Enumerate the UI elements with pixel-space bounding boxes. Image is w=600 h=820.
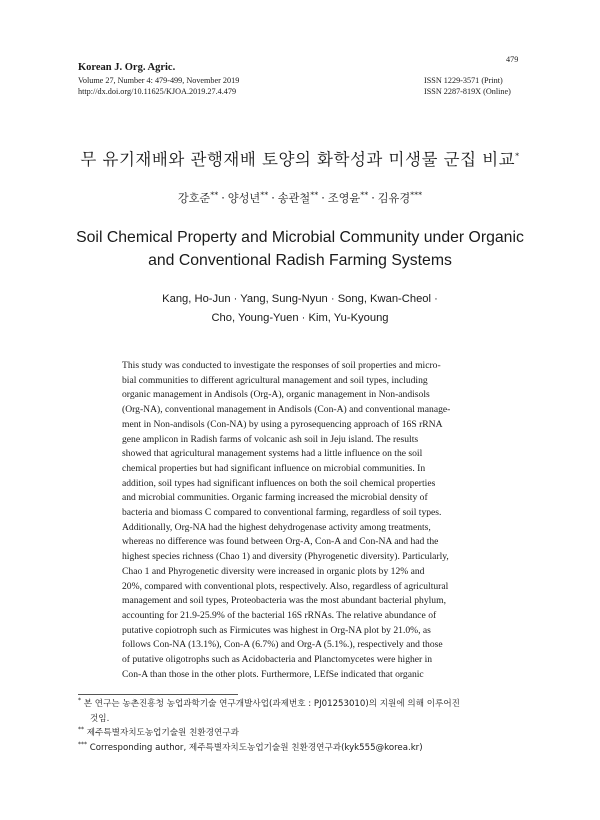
abstract-line: follows Con-NA (13.1%), Con-A (6.7%) and Org-A (5.1%.), respectively and those xyxy=(122,639,443,651)
footnote-corresponding xyxy=(78,741,538,756)
doi-link[interactable]: http://dx.doi.org/10.11625/KJOA.2019.27.4.479 xyxy=(78,86,237,96)
footnote-funding xyxy=(78,697,538,712)
footnote-text: 제주특별자치도농업기술원 친환경연구과 xyxy=(86,728,239,738)
abstract-line: management and soil types, Proteobacteria was the most abundant bacterial phylum, xyxy=(122,595,446,607)
abstract-line: chemical properties but had significant influence on microbial communities. In xyxy=(122,462,426,474)
korean-author: 강호준** xyxy=(177,190,219,205)
journal-name: Korean J. Org. Agric. xyxy=(78,62,176,73)
abstract-line: organic management in Andisols (Org-A), organic management in Non-andisols xyxy=(122,389,430,401)
footnote-mark: * xyxy=(78,697,81,705)
korean-authors xyxy=(0,190,600,206)
abstract-line: of putative oligotrophs such as Acidobacteria and Planctomycetes were higher in xyxy=(122,654,433,666)
footnote-divider xyxy=(78,694,238,695)
english-title xyxy=(0,226,600,272)
abstract-line: bacteria and biomass C compared to conventional farming, regardless of soil types. xyxy=(122,507,442,519)
issn-info xyxy=(424,76,511,97)
english-authors xyxy=(0,290,600,327)
abstract-line: ment in Non-andisols (Con-NA) by using a pyrosequencing approach of 16S rRNA xyxy=(122,418,443,430)
abstract-line: accounting for 21.9-25.9% of the bacterial 16S rRNAs. The relative abundance of xyxy=(122,609,437,621)
issn-print: ISSN 1229-3571 (Print) xyxy=(424,76,503,85)
abstract-line: whereas no difference was found between Org-A, Con-A and Con-NA and had the xyxy=(122,536,439,548)
abstract-line: This study was conducted to investigate the responses of soil properties and micro- xyxy=(122,360,441,371)
footnote-text: 본 연구는 농촌진흥청 농업과학기술 연구개발사업(과제번호 : PJ01253010)의 지원에 의해 이루어진 xyxy=(83,699,460,709)
abstract-line: Chao 1 and Phyrogenetic diversity were increased in organic plots by 12% and xyxy=(122,565,425,577)
abstract-line: Con-A than those in the other plots. Furthermore, LEfSe indicated that organic xyxy=(122,668,424,680)
abstract-line: (Org-NA), conventional management in Andisols (Con-A) and conventional manage- xyxy=(122,404,451,416)
korean-title xyxy=(0,146,600,170)
footnotes xyxy=(78,697,538,755)
author-separator: · xyxy=(371,192,375,205)
author-separator: · xyxy=(271,192,275,205)
abstract-line: and microbial communities. Organic farming increased the microbial density of xyxy=(122,492,428,504)
page-number: 479 xyxy=(506,55,519,64)
volume-line: Volume 27, Number 4: 479-499, November 2019 xyxy=(78,76,240,85)
english-title-line: Soil Chemical Property and Microbial Community under Organic xyxy=(76,229,524,246)
issue-info xyxy=(78,76,239,97)
english-authors-line: Kang, Ho-Jun · Yang, Sung-Nyun · Song, Kwan-Cheol · xyxy=(162,293,438,305)
issn-online: ISSN 2287-819X (Online) xyxy=(424,86,511,96)
footnote-text: Corresponding author, 제주특별자치도농업기술원 친환경연구과(kyk555@korea.kr) xyxy=(89,742,423,753)
abstract xyxy=(122,359,480,682)
english-authors-line: Cho, Young-Yuen · Kim, Yu-Kyoung xyxy=(211,311,389,324)
english-title-line: and Conventional Radish Farming Systems xyxy=(148,252,452,269)
korean-author: 송관철** xyxy=(277,190,319,205)
author-separator: · xyxy=(221,192,225,205)
footnote-affiliation xyxy=(78,726,538,741)
footnote-mark: *** xyxy=(78,740,87,748)
korean-author: 양성년** xyxy=(227,190,269,205)
abstract-line: 20%, compared with conventional plots, respectively. Also, regardless of agricultural xyxy=(122,580,449,592)
abstract-line: gene amplicon in Radish farms of volcanic ash soil in Jeju island. The results xyxy=(122,433,419,445)
korean-author: 김유경*** xyxy=(377,190,423,205)
abstract-line: putative copiotroph such as Firmicutes was highest in Org-NA plot by 21.0%, as xyxy=(122,624,431,636)
abstract-line: showed that agricultural management systems had a little influence on the soil xyxy=(122,448,423,460)
abstract-line: highest species richness (Chao 1) and diversity (Phyrogenetic diversity). Particularly, xyxy=(122,551,449,563)
abstract-line: Additionally, Org-NA had the highest dehydrogenase activity among treatments, xyxy=(122,521,431,533)
author-separator: · xyxy=(321,192,325,205)
korean-author: 조영윤** xyxy=(327,190,369,205)
footnote-mark: ** xyxy=(78,726,84,734)
abstract-line: bial communities to different agricultural management and soil types, including xyxy=(122,374,428,386)
abstract-line: addition, soil types had significant influences on both the soil chemical properties xyxy=(122,477,436,489)
title-footnote-mark: * xyxy=(515,151,520,161)
footnote-text-continued: 것임. xyxy=(90,713,110,724)
korean-title-text: 무 유기재배와 관행재배 토양의 화학성과 미생물 군집 비교 xyxy=(80,150,516,169)
